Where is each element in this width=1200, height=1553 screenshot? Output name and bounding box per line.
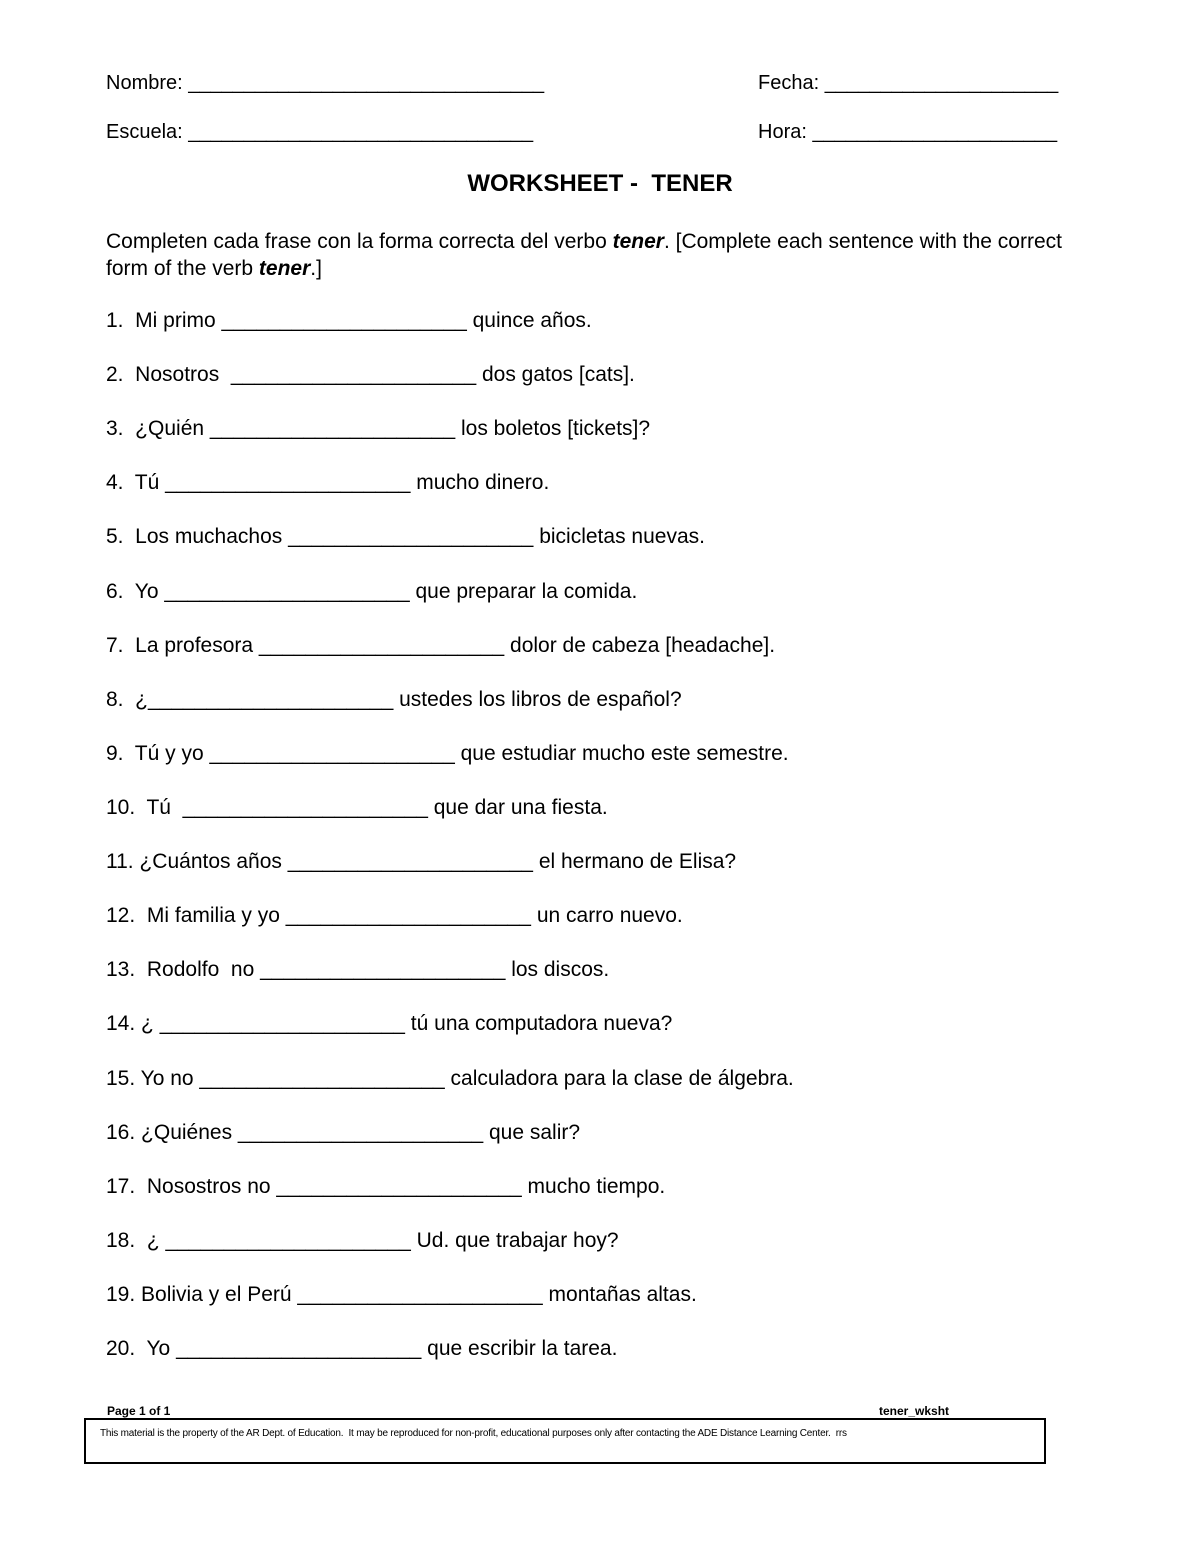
nombre-field: Nombre: ________________________________ <box>106 72 545 94</box>
copyright-notice: This material is the property of the AR Dept. of Education. It may be reproduced for non-profit, educational purposes only after contacting the ADE Distance Learning Center. rrs <box>100 1428 847 1439</box>
question-20: 20. Yo _____________________ que escribir la tarea. <box>106 1337 618 1360</box>
page-number: Page 1 of 1 <box>107 1404 171 1418</box>
instructions-part1: Completen cada frase con la forma correcta del verbo <box>106 230 613 253</box>
instructions-part2: . [Complete each sentence with the correct form of the verb <box>106 230 1062 280</box>
copyright-notice-box <box>84 1418 1046 1464</box>
hora-field: Hora: ______________________ <box>758 121 1058 143</box>
question-13: 13. Rodolfo no _____________________ los discos. <box>106 958 610 981</box>
instructions-part3: .] <box>310 257 322 280</box>
question-7: 7. La profesora _____________________ dolor de cabeza [headache]. <box>106 634 776 657</box>
file-name: tener_wksht <box>879 1404 950 1418</box>
question-14: 14. ¿ _____________________ tú una computadora nueva? <box>106 1012 673 1035</box>
instructions <box>106 228 1096 282</box>
question-2: 2. Nosotros _____________________ dos gatos [cats]. <box>106 363 635 386</box>
question-19: 19. Bolivia y el Perú _____________________ montañas altas. <box>106 1283 697 1306</box>
question-4: 4. Tú _____________________ mucho dinero. <box>106 471 550 494</box>
question-11: 11. ¿Cuántos años _____________________ el hermano de Elisa? <box>106 850 737 873</box>
question-6: 6. Yo _____________________ que preparar la comida. <box>106 580 638 603</box>
question-8: 8. ¿_____________________ ustedes los libros de español? <box>106 688 682 711</box>
question-9: 9. Tú y yo _____________________ que estudiar mucho este semestre. <box>106 742 789 765</box>
question-1: 1. Mi primo _____________________ quince años. <box>106 309 592 332</box>
fecha-field: Fecha: _____________________ <box>758 72 1059 94</box>
question-16: 16. ¿Quiénes _____________________ que salir? <box>106 1121 581 1144</box>
worksheet-title: WORKSHEET - TENER <box>467 170 733 197</box>
instructions-verb1: tener <box>612 230 664 253</box>
question-3: 3. ¿Quién _____________________ los boletos [tickets]? <box>106 417 651 440</box>
question-5: 5. Los muchachos _____________________ bicicletas nuevas. <box>106 525 705 548</box>
question-10: 10. Tú _____________________ que dar una fiesta. <box>106 796 608 819</box>
question-12: 12. Mi familia y yo _____________________ un carro nuevo. <box>106 904 683 927</box>
question-18: 18. ¿ _____________________ Ud. que trabajar hoy? <box>106 1229 619 1252</box>
question-17: 17. Nosostros no _____________________ mucho tiempo. <box>106 1175 666 1198</box>
escuela-field: Escuela: _______________________________ <box>106 121 534 143</box>
question-15: 15. Yo no _____________________ calculadora para la clase de álgebra. <box>106 1067 794 1090</box>
instructions-verb2: tener <box>258 257 311 280</box>
